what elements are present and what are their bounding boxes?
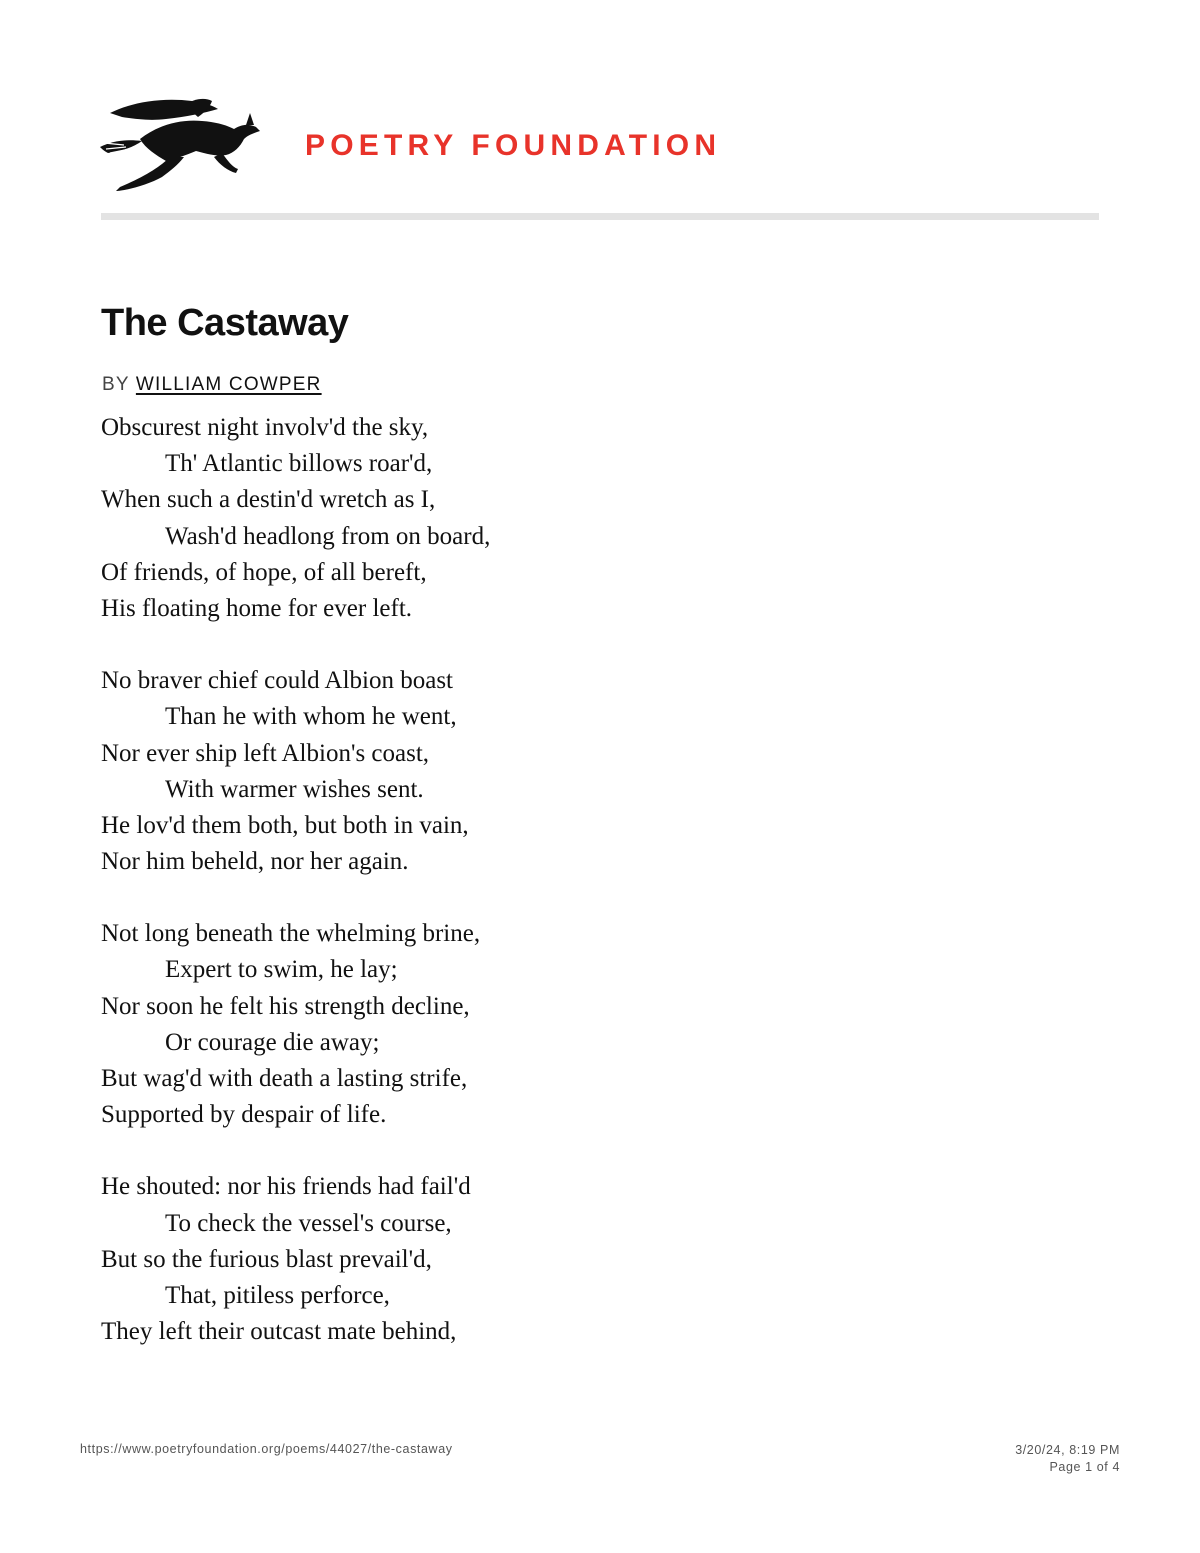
poem-line: To check the vessel's course, <box>165 1209 452 1237</box>
poem-line: Obscurest night involv'd the sky, <box>101 414 429 441</box>
footer-url: https://www.poetryfoundation.org/poems/44027/the-castaway <box>80 1442 453 1456</box>
header-divider <box>101 213 1099 220</box>
poem-line: Wash'd headlong from on board, <box>165 522 491 550</box>
site-header <box>100 95 1100 195</box>
stanza <box>101 1169 801 1350</box>
stanza <box>101 916 801 1133</box>
poem-line: Nor ever ship left Albion's coast, <box>101 739 430 767</box>
poem-line: Th' Atlantic billows roar'd, <box>165 450 433 478</box>
poem-line: Expert to swim, he lay; <box>165 956 398 984</box>
poem-line: Of friends, of hope, of all bereft, <box>101 558 427 586</box>
pegasus-icon[interactable] <box>100 95 262 193</box>
poem-line: That, pitiless perforce, <box>165 1281 390 1309</box>
poem-line: Nor soon he felt his strength decline, <box>101 992 470 1020</box>
stanza <box>101 410 801 627</box>
by-label: BY <box>102 374 130 395</box>
poem-line: Or courage die away; <box>165 1028 380 1056</box>
poem-line: With warmer wishes sent. <box>165 775 424 803</box>
poem-line: But so the furious blast prevail'd, <box>101 1245 432 1273</box>
poem-line: He shouted: nor his friends had fail'd <box>101 1173 471 1201</box>
poem-line: But wag'd with death a lasting strife, <box>101 1065 468 1092</box>
poem-line: He lov'd them both, but both in vain, <box>101 811 469 839</box>
poem-line: His floating home for ever left. <box>101 594 413 622</box>
brand-name[interactable]: POETRY FOUNDATION <box>305 129 722 162</box>
poem-body <box>101 410 801 1386</box>
byline <box>102 374 322 396</box>
footer-meta <box>1015 1442 1120 1476</box>
poem-line: When such a destin'd wretch as I, <box>101 486 436 514</box>
author-link[interactable]: WILLIAM COWPER <box>135 374 322 395</box>
poem-line: Supported by despair of life. <box>101 1101 387 1129</box>
poem-line: Than he with whom he went, <box>165 703 457 731</box>
footer-datetime: 3/20/24, 8:19 PM <box>1015 1443 1120 1457</box>
poem-line: No braver chief could Albion boast <box>101 667 453 695</box>
stanza <box>101 663 801 880</box>
poem-line: They left their outcast mate behind, <box>101 1318 457 1346</box>
page-number: Page 1 of 4 <box>1049 1460 1120 1474</box>
poem-title: The Castaway <box>101 302 349 344</box>
poem-line: Nor him beheld, nor her again. <box>101 848 409 876</box>
poem-line: Not long beneath the whelming brine, <box>101 920 481 948</box>
